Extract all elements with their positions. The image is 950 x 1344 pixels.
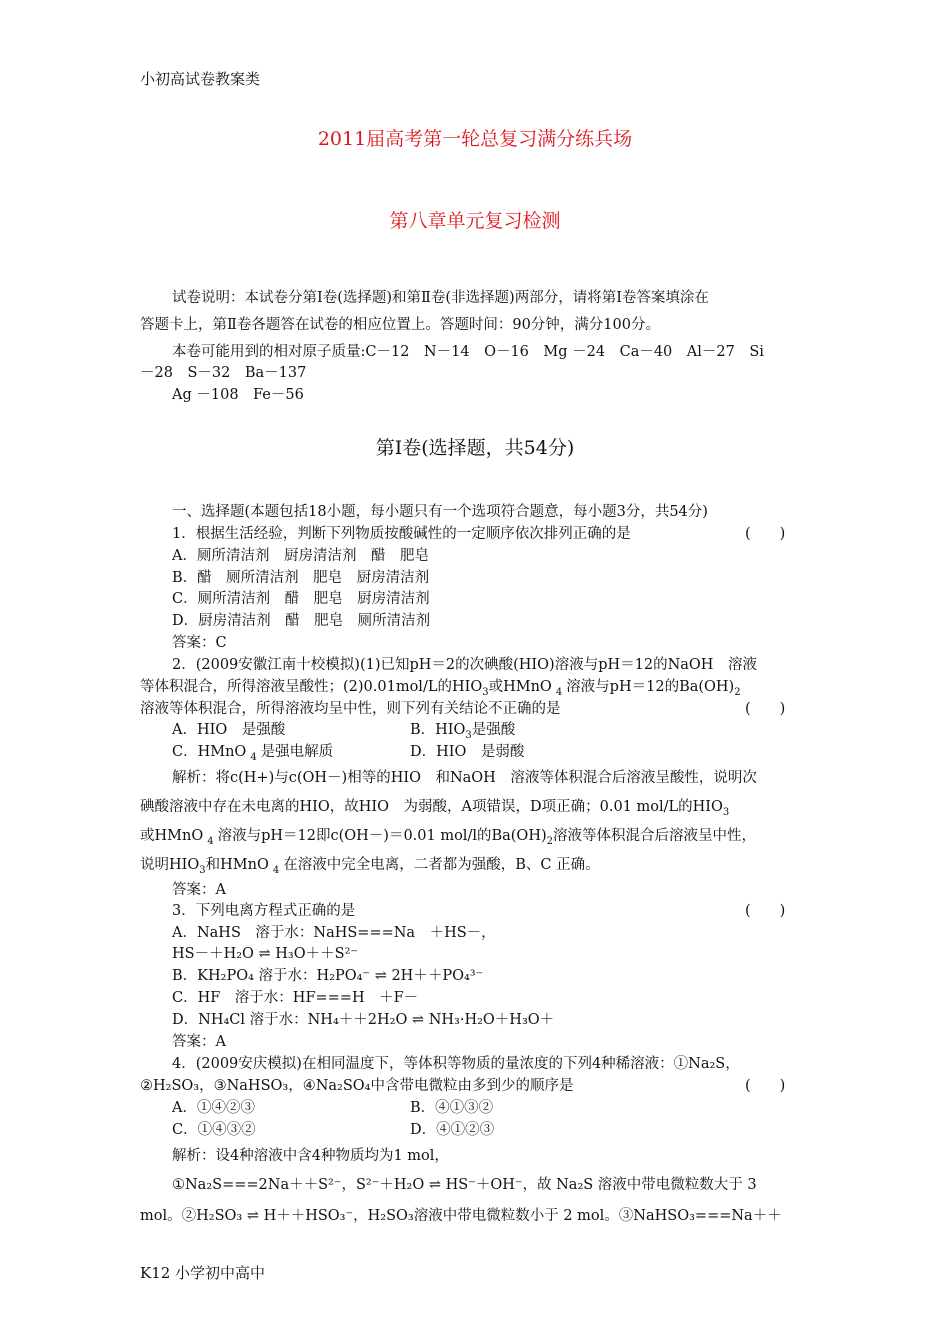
option-d: D．厨房清洁剂 醋 肥皂 厕所清洁剂 (172, 613, 431, 629)
question-4-line: 4．(2009安庆模拟)在相同温度下，等体积等物质的量浓度的下列4种稀溶液：①Na₂S， (172, 1056, 740, 1072)
option-a: A．厕所清洁剂 厨房清洁剂 醋 肥皂 (172, 548, 429, 564)
option-c: C．厕所清洁剂 醋 肥皂 厨房清洁剂 (172, 591, 430, 607)
section-title: 第Ⅰ卷(选择题，共54分) (375, 437, 575, 459)
explanation-line: 说明$HIO_3$和HMnO $_4$ 在溶液中完全电离，二者都为强酸，B、C 正确。 (140, 857, 600, 876)
option-b: B．KH₂PO₄ 溶于水：H₂PO₄⁻ ⇌ 2H＋＋PO₄³⁻ (172, 968, 484, 984)
answer-paren: ( ) (745, 701, 786, 717)
option-a-continued: HS－＋H₂O ⇌ H₃O＋＋S²⁻ (172, 946, 359, 962)
option-d: D．NH₄Cl 溶于水：NH₄＋＋2H₂O ⇌ NH₃·H₂O＋H₃O＋ (172, 1012, 555, 1028)
answer-paren: ( ) (745, 1078, 786, 1094)
part-heading: 一、选择题(本题包括18小题，每小题只有一个选项符合题意，每小题3分，共54分) (172, 504, 708, 520)
document-title: 2011届高考第一轮总复习满分练兵场 (317, 128, 633, 150)
question-2-answer: 答案：A (172, 882, 226, 898)
question-4-line: ②H₂SO₃，③NaHSO₃，④Na₂SO₄中含带电微粒由多到少的顺序是 (140, 1078, 574, 1094)
intro-line: 答题卡上，第Ⅱ卷各题答在试卷的相应位置上。答题时间：90分钟，满分100分。 (140, 317, 660, 333)
question-1-answer: 答案：C (172, 635, 227, 651)
intro-line: 试卷说明：本试卷分第Ⅰ卷(选择题)和第Ⅱ卷(非选择题)两部分，请将第Ⅰ卷答案填涂在 (172, 290, 709, 306)
explanation-line: 或HMnO $_4$ 溶液与pH＝12即c(OH－)＝0.01 mol/l的$Ba(OH)_2$溶液等体积混合后溶液呈中性， (140, 828, 756, 847)
option-d: D．④①②③ (410, 1122, 495, 1138)
explanation-line: 解析：将c(H+)与c(OH－)相等的HIO 和NaOH 溶液等体积混合后溶液呈酸性，说明次 (172, 770, 757, 786)
option-a: A．NaHS 溶于水：NaHS===Na ＋HS－， (172, 925, 496, 941)
question-2-line: 2．(2009安徽江南十校模拟)(1)已知pH＝2的次碘酸(HIO)溶液与pH＝12的NaOH 溶液 (172, 657, 757, 673)
chapter-title: 第八章单元复习检测 (389, 210, 561, 232)
answer-paren: ( ) (745, 526, 786, 542)
question-2-line: 等体积混合，所得溶液呈酸性；(2)0.01mol/L的$HIO_3$或HMnO $_4$ 溶液与pH＝12的$Ba(OH)_2$ (140, 679, 741, 698)
option-b: B．醋 厕所清洁剂 肥皂 厨房清洁剂 (172, 570, 430, 586)
intro-line: －28 S－32 Ba－137 (140, 365, 307, 381)
option-a: A．HIO 是强酸 (172, 722, 286, 738)
option-c: C．①④③② (172, 1122, 256, 1138)
explanation-line: ①Na₂S===2Na＋＋S²⁻，S²⁻＋H₂O ⇌ HS⁻＋OH⁻，故 Na₂S 溶液中带电微粒数大于 3 (172, 1177, 757, 1193)
question-1-stem: 1．根据生活经验，判断下列物质按酸碱性的一定顺序依次排列正确的是 (172, 526, 631, 542)
option-c: C．HF 溶于水：HF===H ＋F－ (172, 990, 419, 1006)
option-b: B．④①③② (410, 1100, 494, 1116)
intro-line: Ag －108 Fe－56 (172, 387, 304, 403)
question-3-answer: 答案：A (172, 1034, 226, 1050)
explanation-line: 碘酸溶液中存在未电离的HIO，故HIO 为弱酸，A项错误，D项正确；0.01 mol/L的$HIO_3$ (140, 799, 730, 818)
option-b: B．$HIO_3$是强酸 (410, 722, 516, 741)
option-c: C．HMnO $_4$ 是强电解质 (172, 744, 334, 763)
page-footer: K12 小学初中高中 (140, 1264, 266, 1282)
question-2-line: 溶液等体积混合，所得溶液均呈中性，则下列有关结论不正确的是 (140, 701, 561, 717)
intro-line: 本卷可能用到的相对原子质量:C－12 N－14 O－16 Mg －24 Ca－40 Al－27 Si (172, 344, 764, 360)
explanation-line: mol。②H₂SO₃ ⇌ H＋＋HSO₃⁻，H₂SO₃溶液中带电微粒数小于 2 mol。③NaHSO₃===Na＋＋ (140, 1208, 782, 1224)
option-d: D．HIO 是弱酸 (410, 744, 525, 760)
explanation-line: 解析：设4种溶液中含4种物质均为1 mol， (172, 1148, 449, 1164)
option-a: A．①④②③ (172, 1100, 255, 1116)
answer-paren: ( ) (745, 903, 786, 919)
question-3-stem: 3．下列电离方程式正确的是 (172, 903, 356, 919)
page-header: 小初高试卷教案类 (140, 70, 261, 88)
